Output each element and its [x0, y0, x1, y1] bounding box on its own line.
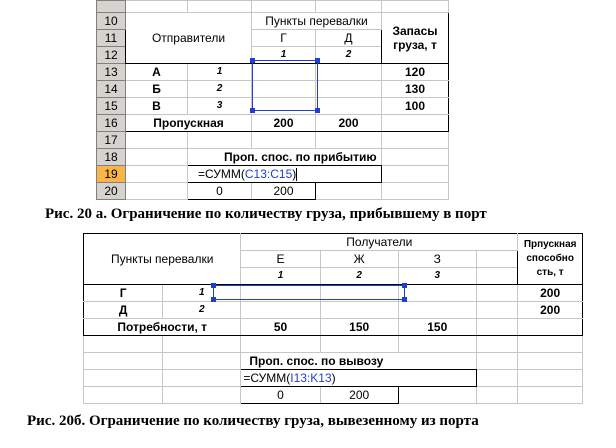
stock-value[interactable]: 130: [382, 81, 449, 98]
row-header[interactable]: 13: [97, 64, 126, 81]
cell[interactable]: [476, 319, 518, 336]
arrival-constraint-title[interactable]: Проп. спос. по прибытию: [188, 149, 382, 166]
sender-index[interactable]: 2: [188, 81, 252, 98]
row-header[interactable]: 14: [97, 81, 126, 98]
row-header[interactable]: 10: [97, 13, 126, 30]
cell[interactable]: [320, 285, 398, 302]
arrival-limit[interactable]: 200: [252, 183, 316, 200]
row-header-active[interactable]: 19: [97, 166, 126, 183]
cell[interactable]: [382, 115, 449, 132]
capacity-g[interactable]: 200: [252, 115, 316, 132]
cell[interactable]: [241, 285, 320, 302]
col-e-index[interactable]: 1: [241, 268, 320, 285]
col-g-header[interactable]: Г: [252, 30, 316, 47]
selection-handle[interactable]: [402, 283, 407, 288]
sender-name[interactable]: А: [126, 64, 188, 81]
capacity-value[interactable]: 200: [518, 285, 583, 302]
transship-name[interactable]: Г: [84, 285, 163, 302]
capacity-header-line1: Прпускная: [523, 239, 577, 250]
transship-name[interactable]: Д: [84, 302, 163, 319]
stock-value[interactable]: 100: [382, 98, 449, 115]
cell[interactable]: [316, 64, 382, 81]
figure-caption-b: Рис. 20б. Ограничение по количеству груза, вывезенному из порта: [27, 413, 479, 429]
transship-header[interactable]: Пункты перевалки: [252, 13, 382, 30]
row-header[interactable]: 12: [97, 47, 126, 64]
row-header[interactable]: 17: [97, 132, 126, 149]
receivers-header[interactable]: Получатели: [241, 234, 518, 251]
cell[interactable]: [398, 302, 476, 319]
col-d-header[interactable]: Д: [316, 30, 382, 47]
formula-cell[interactable]: [188, 166, 382, 183]
cell[interactable]: [398, 285, 476, 302]
formula-function: =СУММ(: [198, 166, 245, 181]
shipment-limit[interactable]: 200: [320, 387, 398, 404]
col-zh-index[interactable]: 2: [320, 268, 398, 285]
stock-header-line2: груза, т: [393, 38, 437, 52]
transship-index[interactable]: 1: [163, 285, 241, 302]
formula-close: ): [292, 166, 297, 181]
spreadsheet-fig-a: [96, 0, 449, 200]
cell[interactable]: [518, 319, 583, 336]
col-d-index[interactable]: 2: [316, 47, 382, 64]
stock-header-line1: Запасы: [392, 24, 438, 38]
col-z-index[interactable]: 3: [398, 268, 476, 285]
cell[interactable]: [316, 98, 382, 115]
transship-index[interactable]: 2: [163, 302, 241, 319]
cell[interactable]: [476, 285, 518, 302]
capacity-header[interactable]: [518, 234, 583, 285]
cell[interactable]: [316, 81, 382, 98]
sender-index[interactable]: 1: [188, 64, 252, 81]
need-z[interactable]: 150: [398, 319, 476, 336]
cell[interactable]: [241, 302, 320, 319]
selection-handle[interactable]: [315, 58, 320, 63]
selection-handle[interactable]: [315, 108, 320, 113]
spreadsheet-fig-b: [83, 233, 583, 404]
cell[interactable]: [252, 98, 316, 115]
formula-range: C13:C15: [244, 166, 293, 181]
shipment-constraint-title[interactable]: Проп. спос. по вывозу: [241, 353, 476, 370]
needs-label[interactable]: Потребности, т: [84, 319, 241, 336]
shipment-result[interactable]: 0: [241, 387, 320, 404]
row-header[interactable]: 16: [97, 115, 126, 132]
selection-handle[interactable]: [211, 283, 216, 288]
col-g-index[interactable]: 1: [252, 47, 316, 64]
capacity-header-line3: сть, т: [536, 267, 564, 278]
formula-close: ): [331, 371, 336, 385]
senders-header[interactable]: Отправители: [126, 13, 252, 64]
arrival-result[interactable]: 0: [188, 183, 252, 200]
formula-cell[interactable]: [241, 370, 476, 387]
capacity-header-line2: способно: [526, 253, 574, 264]
row-header[interactable]: 11: [97, 30, 126, 47]
row-header[interactable]: 15: [97, 98, 126, 115]
sender-index[interactable]: 3: [188, 98, 252, 115]
row-header[interactable]: [97, 1, 126, 13]
row-header[interactable]: 18: [97, 149, 126, 166]
stock-header[interactable]: [382, 13, 449, 64]
capacity-value[interactable]: 200: [518, 302, 583, 319]
capacity-d[interactable]: 200: [316, 115, 382, 132]
sender-name[interactable]: В: [126, 98, 188, 115]
col-zh-header[interactable]: Ж: [320, 251, 398, 268]
transship-header[interactable]: Пункты перевалки: [84, 234, 241, 285]
cell[interactable]: [252, 81, 316, 98]
selection-handle[interactable]: [402, 297, 407, 302]
selection-handle[interactable]: [250, 108, 255, 113]
sender-name[interactable]: Б: [126, 81, 188, 98]
formula-range: I13:K13: [290, 371, 332, 385]
need-e[interactable]: 50: [241, 319, 320, 336]
selection-handle[interactable]: [250, 58, 255, 63]
col-e-header[interactable]: Е: [241, 251, 320, 268]
figure-caption-a: Рис. 20 а. Ограничение по количеству груза, прибывшему в порт: [45, 206, 487, 222]
capacity-label[interactable]: Пропускная: [126, 115, 252, 132]
cell[interactable]: [252, 64, 316, 81]
selection-handle[interactable]: [211, 297, 216, 302]
cell[interactable]: [320, 302, 398, 319]
cell[interactable]: [476, 302, 518, 319]
formula-function: =СУММ(: [243, 371, 291, 385]
row-header[interactable]: 20: [97, 183, 126, 200]
stock-value[interactable]: 120: [382, 64, 449, 81]
col-z-header[interactable]: З: [398, 251, 476, 268]
need-zh[interactable]: 150: [320, 319, 398, 336]
